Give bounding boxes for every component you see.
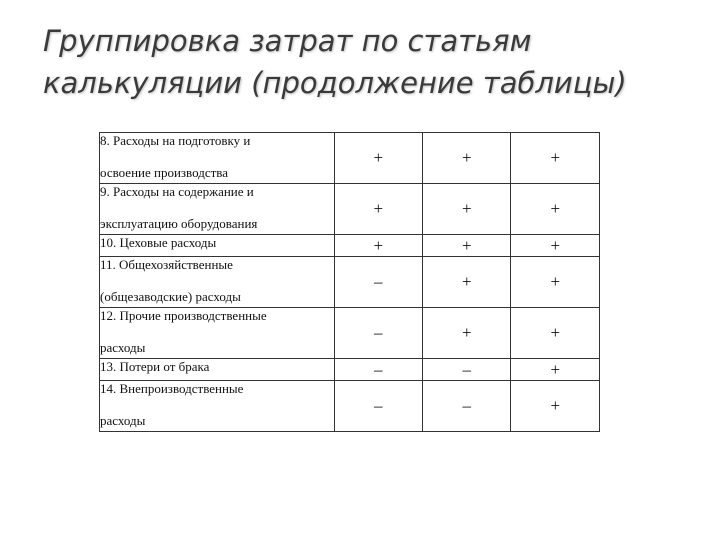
mark-cell: + <box>511 184 600 235</box>
mark-cell: – <box>334 359 422 381</box>
table-row <box>100 359 600 381</box>
mark-cell: + <box>334 133 422 184</box>
mark-cell: + <box>511 133 600 184</box>
row-label-continued: (общезаводские) расходы <box>100 289 241 304</box>
row-label-continued: освоение производства <box>100 165 229 180</box>
table-row <box>100 133 600 184</box>
row-label: 12. Прочие производственные <box>100 308 267 323</box>
mark-cell: – <box>423 359 511 381</box>
mark-cell: + <box>423 308 511 359</box>
row-label-cell <box>100 359 335 381</box>
mark-cell: + <box>511 359 600 381</box>
mark-cell: + <box>423 235 511 257</box>
mark-cell: + <box>423 184 511 235</box>
mark-cell: + <box>423 257 511 308</box>
mark-cell: + <box>334 235 422 257</box>
row-label: 13. Потери от брака <box>100 359 210 374</box>
mark-cell: – <box>334 381 422 432</box>
table-row <box>100 257 600 308</box>
mark-cell: + <box>511 381 600 432</box>
slide-title <box>43 20 703 104</box>
row-label-cell <box>100 235 335 257</box>
row-label-cell <box>100 257 335 308</box>
row-label: 11. Общехозяйственные <box>100 257 233 272</box>
mark-cell: – <box>423 381 511 432</box>
mark-cell: – <box>334 257 422 308</box>
row-label-continued: расходы <box>100 413 146 428</box>
row-label-cell <box>100 308 335 359</box>
row-label: 10. Цеховые расходы <box>100 235 217 250</box>
table-row <box>100 308 600 359</box>
row-label-cell <box>100 184 335 235</box>
table-row <box>100 184 600 235</box>
mark-cell: + <box>511 235 600 257</box>
row-label: 9. Расходы на содержание и <box>100 184 254 199</box>
row-label: 8. Расходы на подготовку и <box>100 133 251 148</box>
row-label-cell <box>100 133 335 184</box>
mark-cell: + <box>334 184 422 235</box>
title-line-2: калькуляции (продолжение таблицы) <box>43 66 627 100</box>
row-label: 14. Внепроизводственные <box>100 381 244 396</box>
row-label-continued: расходы <box>100 340 146 355</box>
mark-cell: + <box>511 308 600 359</box>
table-row <box>100 381 600 432</box>
row-label-cell <box>100 381 335 432</box>
mark-cell: + <box>511 257 600 308</box>
row-label-continued: эксплуатацию оборудования <box>100 216 258 231</box>
mark-cell: – <box>334 308 422 359</box>
cost-grouping-table <box>99 132 600 432</box>
table-row <box>100 235 600 257</box>
mark-cell: + <box>423 133 511 184</box>
title-line-1: Группировка затрат по статьям <box>43 24 532 58</box>
